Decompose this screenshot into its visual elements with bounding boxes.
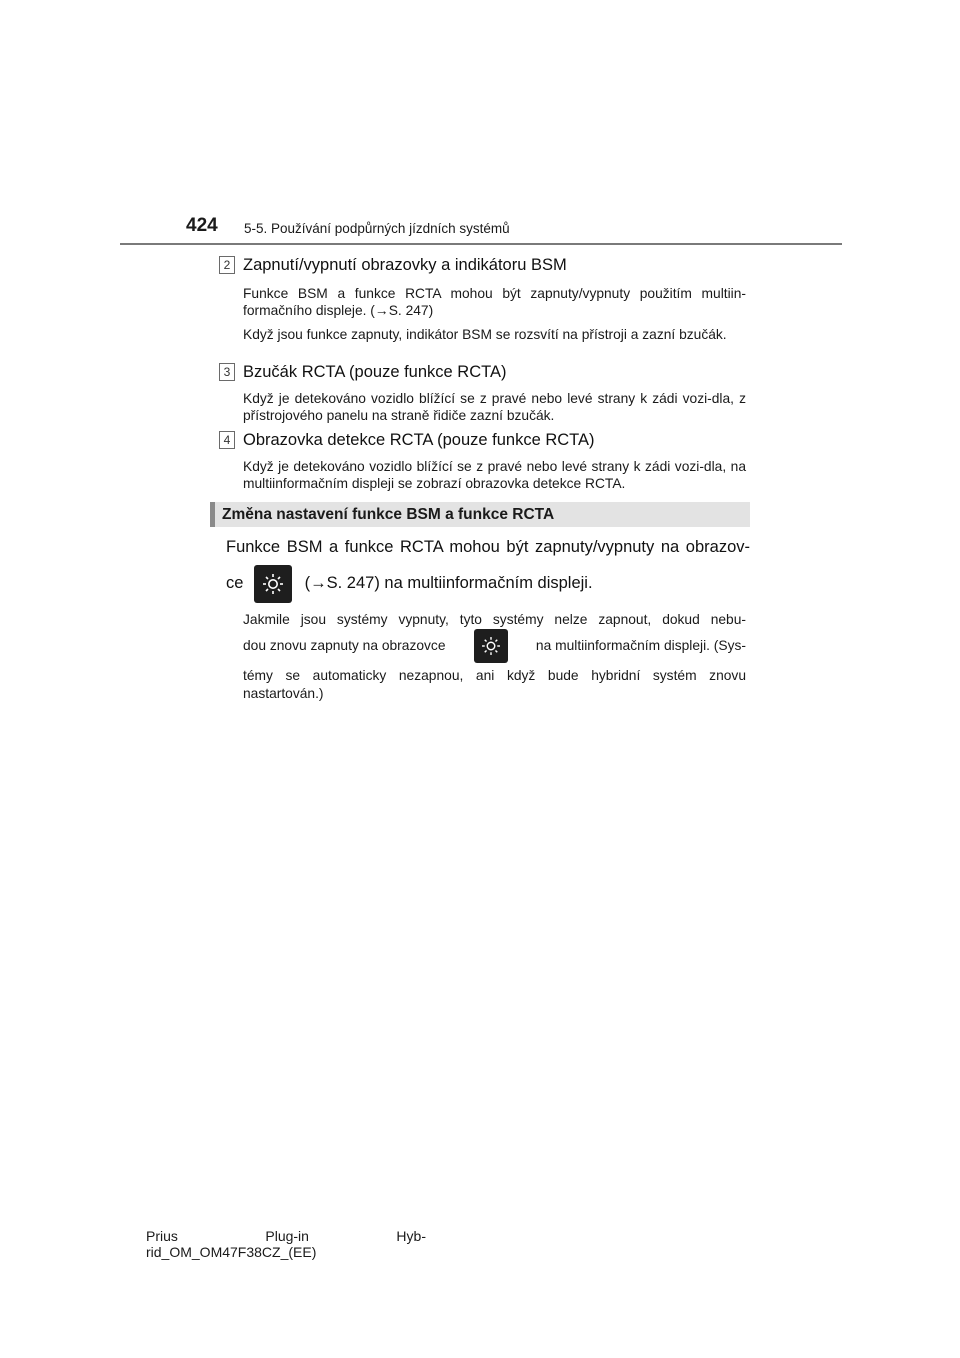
main-paragraph-prefix: ce (226, 574, 244, 592)
item-number-3: 3 (219, 363, 235, 381)
subheading: Změna nastavení funkce BSM a funkce RCTA (222, 506, 555, 523)
item-body-3 (243, 390, 746, 431)
main-paragraph-suffix: (→S. 247) na multiinformačním displeji. (304, 574, 593, 592)
item-paragraph: Když jsou funkce zapnuty, indikátor BSM se rozsvítí na přístroji a zazní bzučák. (243, 327, 727, 342)
note-line1: Jakmile jsou systémy vypnuty, tyto systémy nelze zapnout, dokud nebu- (243, 612, 746, 627)
footer-line1: Prius Plug-in Hyb- (146, 1228, 426, 1244)
main-paragraph-line2 (226, 563, 593, 603)
item-number-4: 4 (219, 431, 235, 449)
item-paragraph: Funkce BSM a funkce RCTA mohou být zapnuty/vypnuty použitím multiin-formačního displeje. (→S. 247) (243, 286, 746, 318)
note-line2 (243, 628, 746, 664)
item-body-2 (243, 285, 746, 350)
item-paragraph: Když je detekováno vozidlo blížící se z pravé nebo levé strany k zádi vozi-dla, na multiinformačním displeji se zobrazí obrazovka detekce RCTA. (243, 459, 746, 491)
note-line3: témy se automaticky nezapnou, ani když bude hybridní systém znovu (243, 668, 746, 683)
item-body-4 (243, 458, 746, 499)
page-number: 424 (186, 215, 218, 236)
gear-icon (474, 629, 508, 663)
gear-icon (254, 565, 292, 603)
note-line2-suffix: na multiinformačním displeji. (Sys- (535, 638, 746, 653)
item-number-2: 2 (219, 256, 235, 274)
main-paragraph-line1: Funkce BSM a funkce RCTA mohou být zapnuty/vypnuty na obrazov- (226, 538, 750, 556)
item-paragraph: Když je detekováno vozidlo blížící se z pravé nebo levé strany k zádi vozi-dla, z přístrojového panelu na straně řidiče zazní bzučák. (243, 391, 746, 423)
section-title: 5-5. Používání podpůrných jízdních systémů (244, 221, 510, 236)
note-line2-prefix: dou znovu zapnuty na obrazovce (243, 638, 446, 653)
footer-line2: rid_OM_OM47F38CZ_(EE) (146, 1244, 317, 1260)
item-title-3: Bzučák RCTA (pouze funkce RCTA) (243, 363, 507, 381)
item-title-2: Zapnutí/vypnutí obrazovky a indikátoru BSM (243, 256, 567, 274)
item-title-4: Obrazovka detekce RCTA (pouze funkce RCTA) (243, 431, 595, 449)
note-line4: nastartován.) (243, 686, 324, 701)
header-divider (120, 243, 842, 245)
